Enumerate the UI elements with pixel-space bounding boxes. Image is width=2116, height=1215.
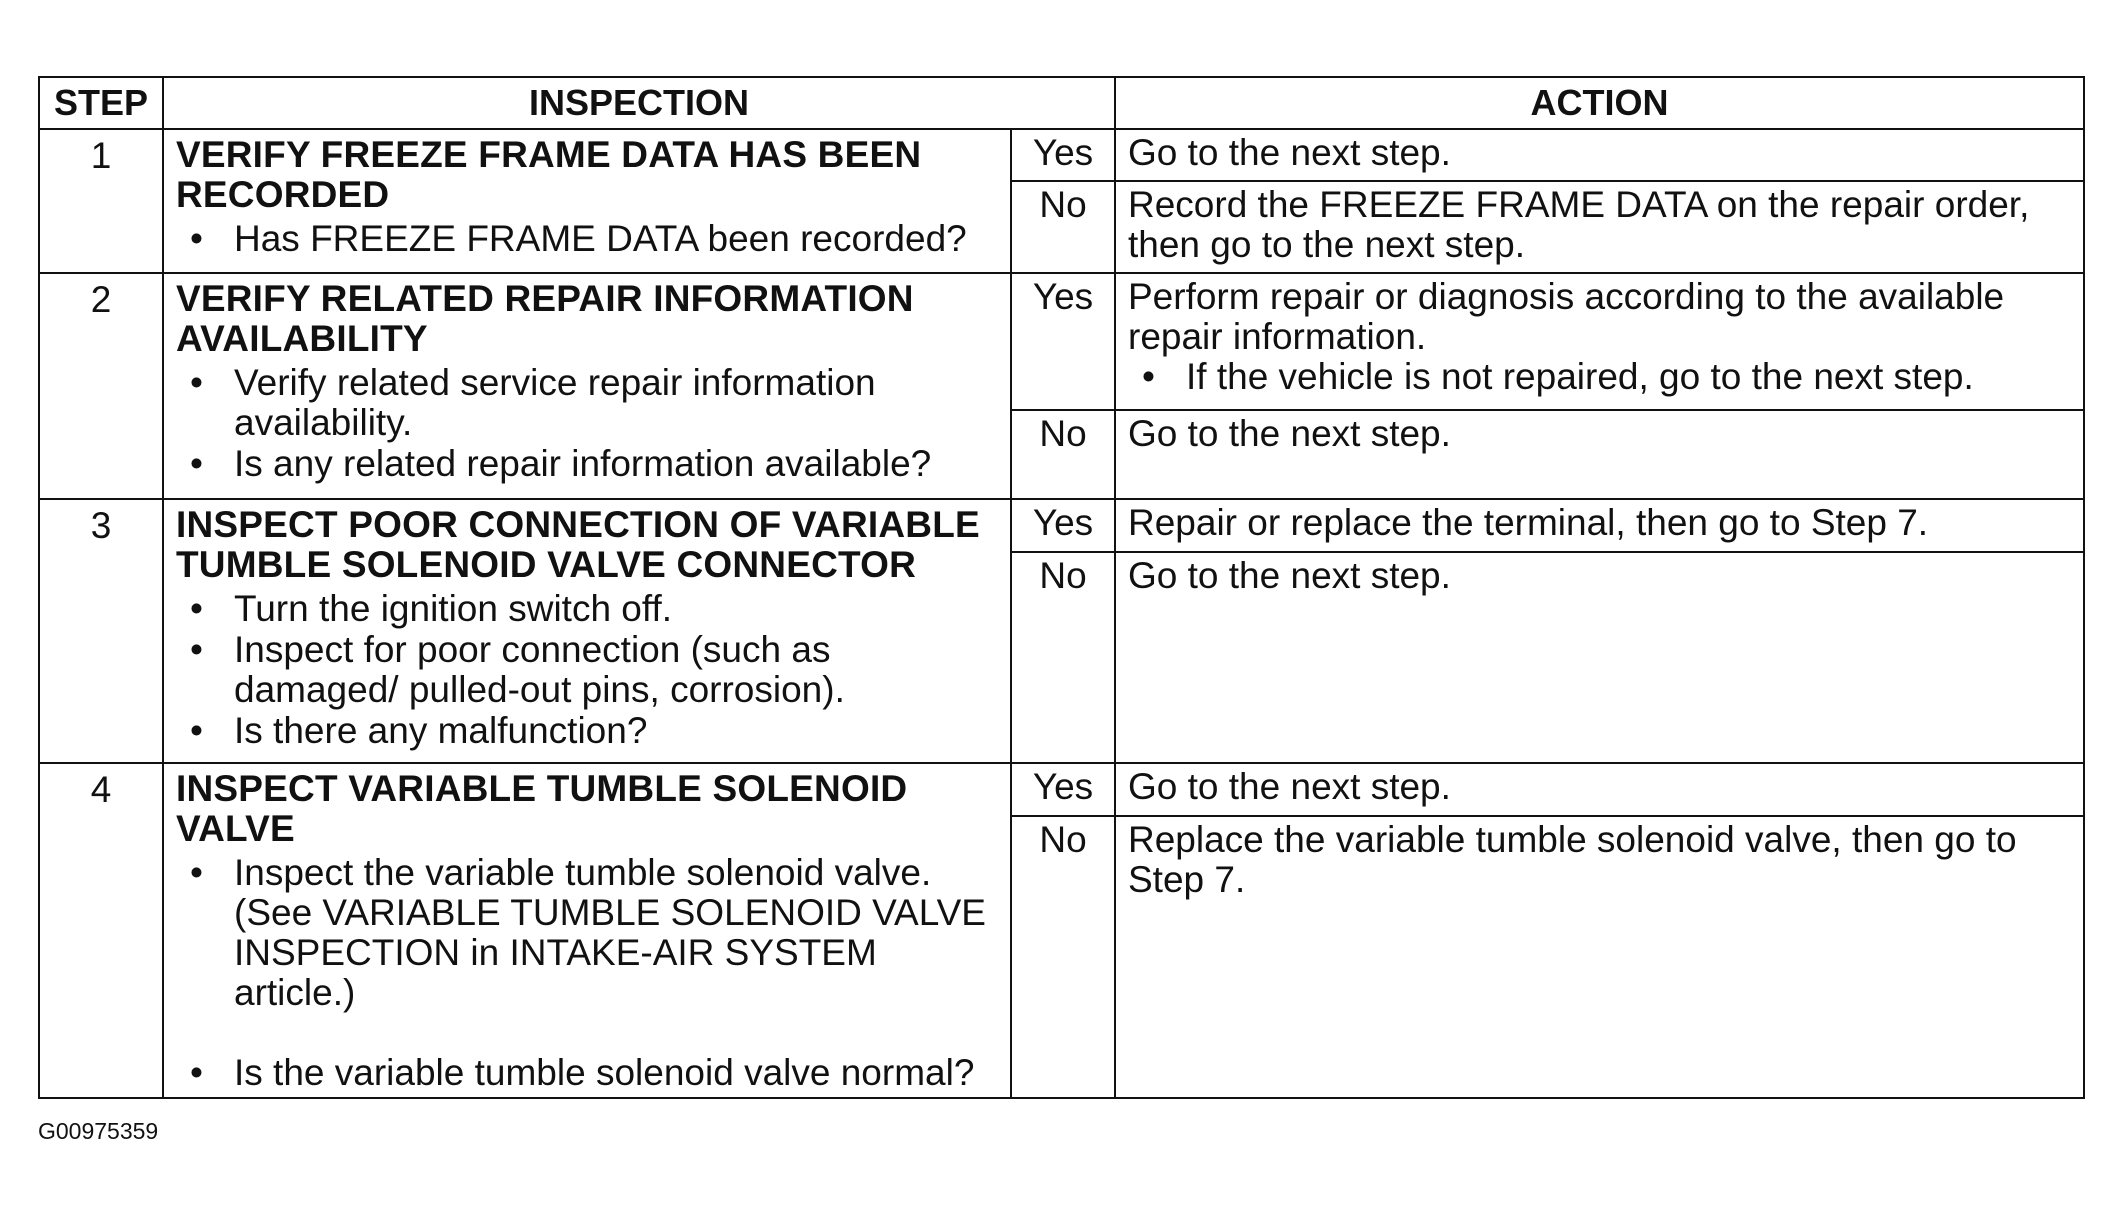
step-2-yes-action-text: Perform repair or diagnosis according to the available repair information.: [1128, 276, 2005, 357]
step-3-bullet: • Is there any malfunction?: [176, 711, 1002, 751]
step-4-number: 4: [39, 763, 163, 1098]
step-3-bullet-list: [176, 589, 1002, 751]
step-2-inspection: [163, 273, 1011, 499]
step-4-yes-row: [39, 763, 2084, 816]
step-2-yes-label: Yes: [1011, 273, 1115, 410]
step-2-title: VERIFY RELATED REPAIR INFORMATION AVAILABILITY: [176, 278, 914, 359]
figure-id: G00975359: [38, 1118, 159, 1144]
step-2-yes-action-bullets: [1128, 357, 2073, 397]
step-4-bullet: • Inspect the variable tumble solenoid valve. (See VARIABLE TUMBLE SOLENOID VALVE INSPECTION in INTAKE-AIR SYSTEM article.): [176, 853, 1002, 1013]
step-2-no-label: No: [1011, 410, 1115, 499]
diagnostic-procedure-table: [38, 76, 2085, 1099]
header-inspection: INSPECTION: [163, 77, 1115, 129]
step-3-no-action: Go to the next step.: [1115, 552, 2084, 763]
step-4-bullet-list: [176, 853, 1002, 1093]
header-row: [39, 77, 2084, 129]
step-4-yes-label: Yes: [1011, 763, 1115, 816]
step-4-title: INSPECT VARIABLE TUMBLE SOLENOID VALVE: [176, 768, 908, 849]
step-3-bullet: • Turn the ignition switch off.: [176, 589, 1002, 629]
step-2-yes-action: [1115, 273, 2084, 410]
step-3-no-label: No: [1011, 552, 1115, 763]
step-2-yes-row: [39, 273, 2084, 410]
step-2-bullet: • Verify related service repair information availability.: [176, 363, 1002, 443]
step-3-number: 3: [39, 499, 163, 763]
header-action: ACTION: [1115, 77, 2084, 129]
step-1-yes-label: Yes: [1011, 129, 1115, 181]
step-1-title: VERIFY FREEZE FRAME DATA HAS BEEN RECORDED: [176, 134, 922, 215]
step-1-inspection: [163, 129, 1011, 273]
step-4-inspection: [163, 763, 1011, 1098]
step-2-no-action: Go to the next step.: [1115, 410, 2084, 499]
step-2-number: 2: [39, 273, 163, 499]
step-3-yes-label: Yes: [1011, 499, 1115, 552]
step-4-yes-action: Go to the next step.: [1115, 763, 2084, 816]
step-4-bullet: • Is the variable tumble solenoid valve normal?: [176, 1053, 1002, 1093]
step-3-title: INSPECT POOR CONNECTION OF VARIABLE TUMBLE SOLENOID VALVE CONNECTOR: [176, 504, 980, 585]
step-4-no-action: Replace the variable tumble solenoid valve, then go to Step 7.: [1115, 816, 2084, 1098]
step-1-no-action: Record the FREEZE FRAME DATA on the repair order, then go to the next step.: [1115, 181, 2084, 273]
step-1-yes-row: [39, 129, 2084, 181]
step-2-bullet-list: [176, 363, 1002, 484]
step-1-no-label: No: [1011, 181, 1115, 273]
step-3-yes-row: [39, 499, 2084, 552]
step-1-bullet: • Has FREEZE FRAME DATA been recorded?: [176, 219, 1002, 259]
step-2-bullet: • Is any related repair information available?: [176, 444, 1002, 484]
step-1-number: 1: [39, 129, 163, 273]
step-3-bullet: • Inspect for poor connection (such as damaged/ pulled-out pins, corrosion).: [176, 630, 1002, 710]
step-4-no-label: No: [1011, 816, 1115, 1098]
step-1-bullet-list: [176, 219, 1002, 259]
step-2-yes-action-bullet: • If the vehicle is not repaired, go to the next step.: [1128, 357, 2073, 397]
header-step: STEP: [39, 77, 163, 129]
step-3-inspection: [163, 499, 1011, 763]
step-1-yes-action: Go to the next step.: [1115, 129, 2084, 181]
step-3-yes-action: Repair or replace the terminal, then go to Step 7.: [1115, 499, 2084, 552]
